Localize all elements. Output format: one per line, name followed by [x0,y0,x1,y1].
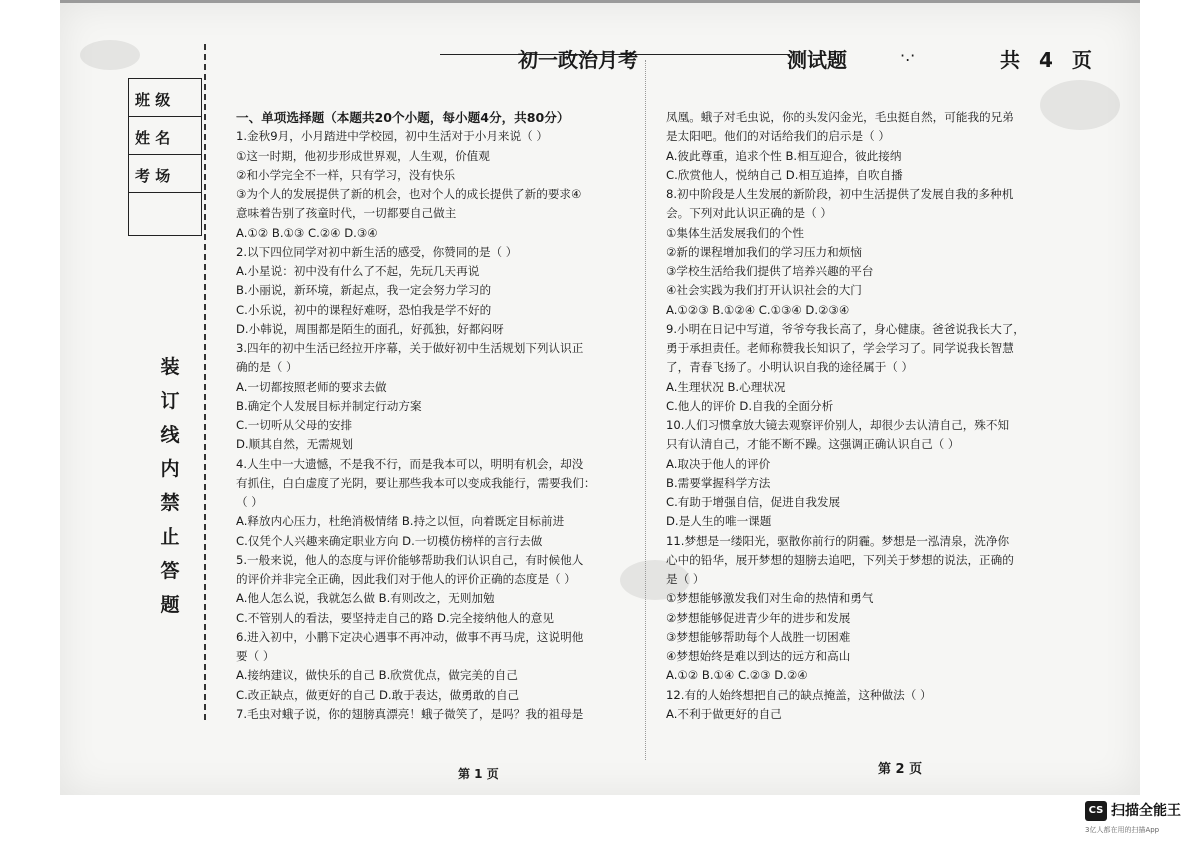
question-line: ②和小学完全不一样，只有学习，没有快乐 [236,167,456,182]
question-line: C.他人的评价 D.自我的全面分析 [666,398,834,413]
question-line: D.小韩说，周围都是陌生的面孔，好孤独，好都闷呀 [236,321,504,336]
question-line: ①梦想能够激发我们对生命的热情和勇气 [666,591,874,606]
blank-row [129,193,201,231]
binding-notice: 装订线内禁止答题 [160,356,180,616]
question-line: A.一切都按照老师的要求去做 [236,379,387,394]
question-line: C.一切听从父母的安排 [236,418,353,432]
scan-dots: ·.· [900,46,916,65]
question-line: 意味着告别了孩童时代，一切都要自己做主 [236,206,457,221]
exam-room-row [129,155,201,193]
question-line: C.不管别人的看法，要坚持走自己的路 D.完全接纳他人的意见 [236,610,554,625]
section-heading: 一、单项选择题（本题共20个小题，每小题4分，共80分） [236,110,570,125]
question-line: 会。下列对此认识正确的是（ ） [666,206,832,221]
camscanner-icon: CS [1085,801,1107,821]
question-line: 12.有的人始终想把自己的缺点掩盖，这种做法（ ） [666,687,932,702]
name-label: 姓 名 [135,129,171,147]
exam-title-suffix: 测试题 [787,48,847,72]
scan-smudge [80,40,140,70]
question-line: A.接纳建议，做快乐的自己 B.欣赏优点，做完美的自己 [236,668,518,683]
question-line: B.确定个人发展目标并制定行动方案 [236,398,422,413]
question-line: 只有认清自己，才能不断不躁。这强调正确认识自己（ ） [666,437,960,452]
question-line: 了，青春飞扬了。小明认识自我的途径属于（ ） [666,360,914,375]
question-line: B.小丽说，新环境，新起点，我一定会努力学习的 [236,283,492,298]
question-line: 1.金秋9月，小月踏进中学校园，初中生活对于小月来说（ ） [236,129,548,144]
question-line: 9.小明在日记中写道，爷爷夸我长高了，身心健康。爸爸说我长大了， [666,321,1025,336]
question-line: ③学校生活给我们提供了培养兴趣的平台 [666,264,874,278]
class-row [129,79,201,117]
question-line: ④社会实践为我们打开认识社会的大门 [666,283,862,298]
question-line: D.顺其自然，无需规划 [236,437,353,452]
question-line: 2.以下四位同学对初中新生活的感受，你赞同的是（ ） [236,244,518,259]
question-line: ①这一时期，他初步形成世界观，人生观，价值观 [236,148,490,163]
question-line: ④梦想始终是难以到达的远方和高山 [666,649,851,663]
question-line: 凤凰。蛾子对毛虫说，你的头发闪金光，毛虫挺自然，可能我的兄弟 [666,110,1014,124]
question-line: A.他人怎么说，我就怎么做 B.有则改之，无则加勉 [236,591,495,606]
question-line: D.是人生的唯一课题 [666,514,772,529]
total-pages: 共 4 页 [1000,48,1098,72]
question-line: B.需要掌握科学方法 [666,475,771,490]
question-line: A.小星说：初中没有什么了不起，先玩几天再说 [236,264,480,278]
question-line: A.不利于做更好的自己 [666,706,782,721]
question-line: 的评价并非完全正确，因此我们对于他人的评价正确的态度是（ ） [236,572,576,586]
name-row [129,117,201,155]
question-line: ①集体生活发展我们的个性 [666,225,804,240]
exam-title: 初一政治月考 [518,48,638,72]
exam-room-label: 考 场 [135,167,171,185]
question-line: 4.人生中一大遗憾，不是我不行，而是我本可以，明明有机会，却没 [236,456,584,471]
questions-column-2 [666,108,1066,724]
question-line: C.改正缺点，做更好的自己 D.敢于表达，做勇敢的自己 [236,687,520,702]
question-line: 是太阳吧。他们的对话给我们的启示是（ ） [666,129,890,144]
question-line: 11.梦想是一缕阳光，驱散你前行的阴霾。梦想是一泓清泉，洗净你 [666,533,1010,548]
question-line: 确的是（ ） [236,360,298,375]
question-line: 3.四年的初中生活已经拉开序幕，关于做好初中生活规划下列认识正 [236,341,584,355]
question-line: A.①② B.①④ C.②③ D.②④ [666,668,808,683]
question-line: C.有助于增强自信，促进自我发展 [666,495,841,509]
question-line: 有抓住，白白虚度了光阴，要让那些我本可以变成我能行，需要我们： [236,475,596,490]
student-info-box [128,78,202,236]
question-line: 要（ ） [236,649,275,663]
class-label: 班 级 [135,91,171,109]
question-line: C.小乐说，初中的课程好难呀，恐怕我是学不好的 [236,302,492,317]
question-line: 8.初中阶段是人生发展的新阶段，初中生活提供了发展自我的多种机 [666,187,1014,201]
question-line: 心中的铅华，展开梦想的翅膀去追吧，下列关于梦想的说法，正确的 [666,552,1014,567]
scanner-watermark [1085,797,1195,841]
question-line: A.取决于他人的评价 [666,456,771,471]
question-line: C.仅凭个人兴趣来确定职业方向 D.一切模仿榜样的言行去做 [236,533,543,548]
page-number-1: 第 1 页 [458,767,499,781]
page-number-2: 第 2 页 [878,762,923,777]
question-line: A.①②③ B.①②④ C.①③④ D.②③④ [666,302,850,317]
question-line: 是（ ） [666,572,705,586]
question-line: ②新的课程增加我们的学习压力和烦恼 [666,244,862,259]
question-line: 5.一般来说，他人的态度与评价能够帮助我们认识自己，有时候他人 [236,552,584,567]
question-line: A.释放内心压力，杜绝消极情绪 B.持之以恒，向着既定目标前进 [236,514,565,529]
question-line: 勇于承担责任。老师称赞我长知识了，学会学习了。同学说我长智慧 [666,341,1014,355]
page-fold [645,60,646,760]
question-line: 10.人们习惯拿放大镜去观察评价别人，却很少去认清自己，殊不知 [666,418,1010,432]
question-line: ②梦想能够促进青少年的进步和发展 [666,610,851,625]
scanner-name: 扫描全能王 [1111,803,1181,819]
scanner-tagline: 3亿人都在用的扫描App [1085,826,1160,834]
question-line: A.生理状况 B.心理状况 [666,379,786,394]
question-line: A.①② B.①③ C.②④ D.③④ [236,225,378,240]
binding-line [204,44,206,720]
question-line: （ ） [236,495,263,509]
questions-column-1 [236,108,626,724]
question-line: ③为个人的发展提供了新的机会，也对个人的成长提供了新的要求④ [236,187,582,201]
question-line: ③梦想能够帮助每个人战胜一切困难 [666,629,851,644]
question-line: 6.进入初中，小鹏下定决心遇事不再冲动，做事不再马虎，这说明他 [236,629,584,644]
question-line: A.彼此尊重，追求个性 B.相互迎合，彼此接纳 [666,148,902,163]
question-line: C.欣赏他人，悦纳自己 D.相互追捧，自吹自播 [666,167,903,182]
question-line: 7.毛虫对蛾子说，你的翅膀真漂亮！蛾子微笑了，是吗？我的祖母是 [236,706,584,721]
